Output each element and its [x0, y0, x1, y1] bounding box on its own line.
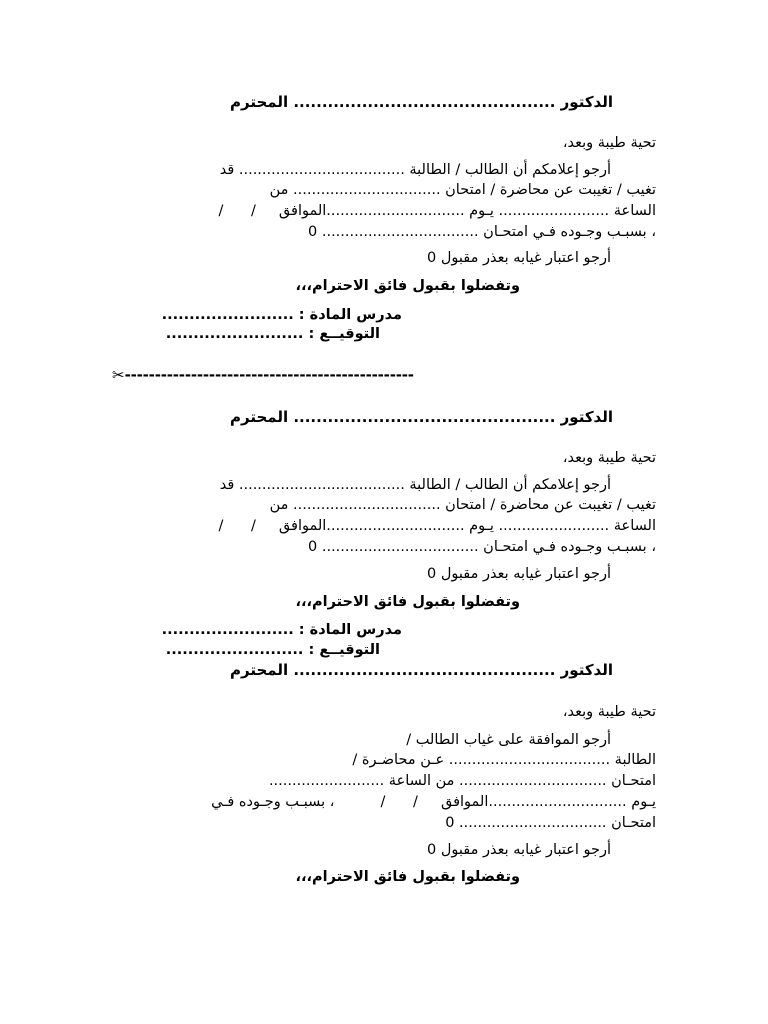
form-1-signature-line: التوقيــع : ......................... — [165, 326, 380, 342]
form-3-closing: وتفضلوا بقبول فائق الاحترام،،، — [295, 869, 520, 885]
form-3-body-line-5: امتحـان ................................ 0 — [445, 815, 656, 831]
form-1-greeting: تحية طيبة وبعد، — [562, 135, 656, 151]
form-3-body-line-3: امتحـان ................................ من الساعة ......................... — [268, 773, 656, 789]
form-1-teacher-line: مدرس المادة : ........................ — [161, 307, 402, 323]
form-3-title: الدكتور .............................................. المحترم — [230, 661, 613, 679]
form-2-greeting: تحية طيبة وبعد، — [562, 450, 656, 466]
form-3-body-line-1: أرجو الموافقة على غياب الطالب / — [406, 732, 611, 748]
form-2-title: الدكتور .............................................. المحترم — [230, 408, 613, 426]
form-1-closing: وتفضلوا بقبول فائق الاحترام،،، — [295, 278, 520, 294]
form-1-body-line-1: أرجو إعلامكم أن الطالب / الطالبة .................................... قد — [219, 162, 611, 178]
cut-separator — [112, 364, 512, 386]
form-1-excuse-line: أرجو اعتبار غيابه بعذر مقبول 0 — [427, 250, 611, 266]
form-2-excuse-line: أرجو اعتبار غيابه بعذر مقبول 0 — [427, 566, 611, 582]
scissors-icon: ✂ — [112, 366, 125, 384]
form-2-body-line-3: الساعة ........................ يـوم ..............................الموافق / / — [218, 518, 656, 534]
form-2-teacher-line: مدرس المادة : ........................ — [161, 622, 402, 638]
form-2-signature-line: التوقيــع : ......................... — [165, 642, 380, 658]
form-3-greeting: تحية طيبة وبعد، — [562, 704, 656, 720]
form-3-body-line-2: الطالبة ................................... عـن محاضـرة / — [352, 752, 656, 768]
form-1-body-line-3: الساعة ........................ يـوم ..............................الموافق / / — [218, 203, 656, 219]
cut-dashes: ------------------------------------------------ — [124, 366, 414, 384]
form-3-excuse-line: أرجو اعتبار غيابه بعذر مقبول 0 — [427, 842, 611, 858]
form-3-body-line-4: يـوم ..............................الموافق / / ، بسبـب وجـوده فـي — [211, 794, 656, 810]
form-2-body-line-4: ، بسبـب وجـوده فـي امتحـان .................................. 0 — [308, 539, 656, 555]
form-2-body-line-1: أرجو إعلامكم أن الطالب / الطالبة .................................... قد — [219, 477, 611, 493]
form-1-title: الدكتور .............................................. المحترم — [230, 93, 613, 111]
form-1-body-line-4: ، بسبـب وجـوده فـي امتحـان .................................. 0 — [308, 224, 656, 240]
form-2-closing: وتفضلوا بقبول فائق الاحترام،،، — [295, 594, 520, 610]
form-1-body-line-2: تغيب / تغيبت عن محاضرة / امتحان ................................ من — [269, 182, 656, 198]
form-2-body-line-2: تغيب / تغيبت عن محاضرة / امتحان ................................ من — [269, 497, 656, 513]
